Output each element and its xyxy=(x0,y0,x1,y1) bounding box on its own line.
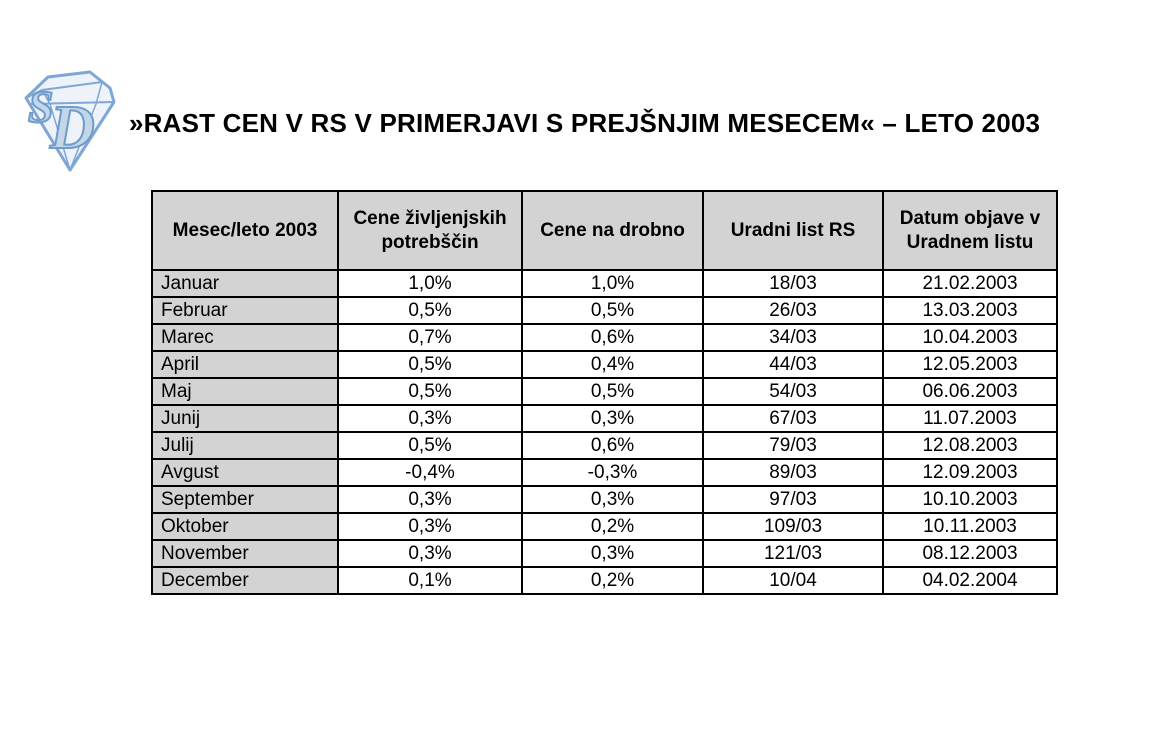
month-cell: Oktober xyxy=(152,513,338,540)
table-row-junij xyxy=(152,405,1057,432)
value-cell-gazette: 34/03 xyxy=(703,324,883,351)
column-header-retail: Cene na drobno xyxy=(522,191,703,270)
table-row-oktober xyxy=(152,513,1057,540)
sd-diamond-logo xyxy=(16,66,120,178)
value-cell-cpi: 0,5% xyxy=(338,351,522,378)
table-row-marec xyxy=(152,324,1057,351)
value-cell-gazette: 109/03 xyxy=(703,513,883,540)
table-row-april xyxy=(152,351,1057,378)
value-cell-cpi: 0,5% xyxy=(338,432,522,459)
value-cell-publish-date: 12.08.2003 xyxy=(883,432,1057,459)
value-cell-gazette: 44/03 xyxy=(703,351,883,378)
value-cell-retail: 0,3% xyxy=(522,486,703,513)
month-cell: Marec xyxy=(152,324,338,351)
value-cell-gazette: 67/03 xyxy=(703,405,883,432)
value-cell-cpi: 0,5% xyxy=(338,378,522,405)
value-cell-cpi: 0,3% xyxy=(338,405,522,432)
month-cell: December xyxy=(152,567,338,594)
month-cell: Junij xyxy=(152,405,338,432)
value-cell-publish-date: 06.06.2003 xyxy=(883,378,1057,405)
table-body xyxy=(152,270,1057,594)
table-row-julij xyxy=(152,432,1057,459)
value-cell-gazette: 54/03 xyxy=(703,378,883,405)
value-cell-gazette: 10/04 xyxy=(703,567,883,594)
value-cell-gazette: 18/03 xyxy=(703,270,883,297)
column-header-publish-date: Datum objave v Uradnem listu xyxy=(883,191,1057,270)
value-cell-retail: 0,5% xyxy=(522,378,703,405)
value-cell-cpi: 0,5% xyxy=(338,297,522,324)
value-cell-publish-date: 13.03.2003 xyxy=(883,297,1057,324)
month-cell: September xyxy=(152,486,338,513)
value-cell-publish-date: 10.10.2003 xyxy=(883,486,1057,513)
value-cell-gazette: 79/03 xyxy=(703,432,883,459)
table-row-maj xyxy=(152,378,1057,405)
value-cell-gazette: 97/03 xyxy=(703,486,883,513)
value-cell-gazette: 26/03 xyxy=(703,297,883,324)
value-cell-retail: 0,3% xyxy=(522,540,703,567)
value-cell-retail: 0,6% xyxy=(522,324,703,351)
value-cell-cpi: 1,0% xyxy=(338,270,522,297)
value-cell-cpi: 0,1% xyxy=(338,567,522,594)
diamond-gem-icon xyxy=(16,66,120,178)
value-cell-gazette: 89/03 xyxy=(703,459,883,486)
table-row-januar xyxy=(152,270,1057,297)
value-cell-retail: 1,0% xyxy=(522,270,703,297)
month-cell: Julij xyxy=(152,432,338,459)
value-cell-cpi: 0,3% xyxy=(338,513,522,540)
table-row-februar xyxy=(152,297,1057,324)
svg-text:D: D xyxy=(50,94,95,162)
month-cell: Januar xyxy=(152,270,338,297)
value-cell-cpi: -0,4% xyxy=(338,459,522,486)
value-cell-cpi: 0,3% xyxy=(338,540,522,567)
value-cell-retail: 0,3% xyxy=(522,405,703,432)
value-cell-publish-date: 12.09.2003 xyxy=(883,459,1057,486)
value-cell-publish-date: 10.11.2003 xyxy=(883,513,1057,540)
value-cell-retail: 0,4% xyxy=(522,351,703,378)
value-cell-cpi: 0,7% xyxy=(338,324,522,351)
month-cell: Februar xyxy=(152,297,338,324)
value-cell-publish-date: 12.05.2003 xyxy=(883,351,1057,378)
column-header-cpi: Cene življenjskih potrebščin xyxy=(338,191,522,270)
month-cell: April xyxy=(152,351,338,378)
slide-title: »RAST CEN V RS V PRIMERJAVI S PREJŠNJIM MESECEM« – LETO 2003 xyxy=(129,108,1041,138)
table-header xyxy=(152,191,1057,270)
value-cell-retail: 0,2% xyxy=(522,567,703,594)
table-row-november xyxy=(152,540,1057,567)
value-cell-retail: -0,3% xyxy=(522,459,703,486)
value-cell-publish-date: 11.07.2003 xyxy=(883,405,1057,432)
price-growth-table xyxy=(151,190,1058,595)
value-cell-publish-date: 21.02.2003 xyxy=(883,270,1057,297)
value-cell-retail: 0,2% xyxy=(522,513,703,540)
value-cell-cpi: 0,3% xyxy=(338,486,522,513)
value-cell-publish-date: 10.04.2003 xyxy=(883,324,1057,351)
value-cell-retail: 0,5% xyxy=(522,297,703,324)
value-cell-publish-date: 04.02.2004 xyxy=(883,567,1057,594)
column-header-gazette: Uradni list RS xyxy=(703,191,883,270)
header-row xyxy=(152,191,1057,270)
value-cell-publish-date: 08.12.2003 xyxy=(883,540,1057,567)
month-cell: Avgust xyxy=(152,459,338,486)
table-row-december xyxy=(152,567,1057,594)
month-cell: Maj xyxy=(152,378,338,405)
column-header-month: Mesec/leto 2003 xyxy=(152,191,338,270)
table-row-avgust xyxy=(152,459,1057,486)
month-cell: November xyxy=(152,540,338,567)
value-cell-retail: 0,6% xyxy=(522,432,703,459)
svg-text:S: S xyxy=(28,81,54,132)
table-row-september xyxy=(152,486,1057,513)
value-cell-gazette: 121/03 xyxy=(703,540,883,567)
